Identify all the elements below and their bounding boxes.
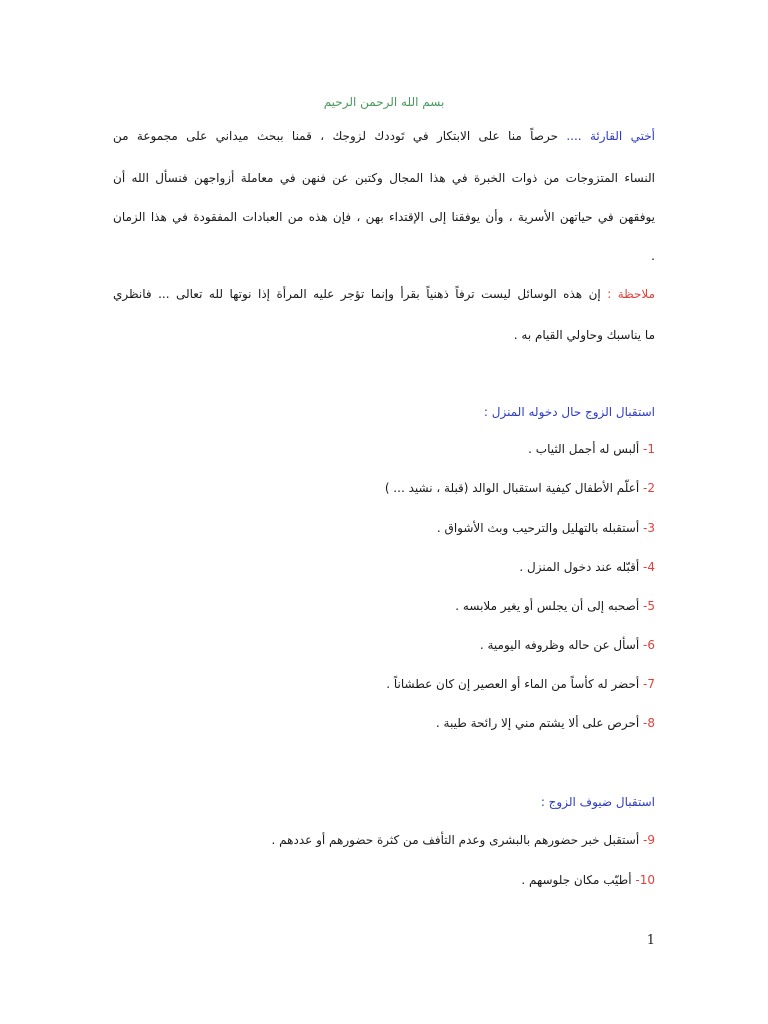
intro-line-1 [113,128,655,144]
list-item-text: ألبس له أجمل الثياب . [528,442,644,456]
list-item-text: أصحبه إلى أن يجلس أو يغير ملابسه . [455,599,644,613]
basmala-heading: بسم الله الرحمن الرحيم [323,95,445,109]
section-heading-guests: استقبال ضيوف الزوج : [540,795,655,809]
intro-lead: أختي القارئة .... [566,129,655,143]
list-item-number: 5- [643,599,655,613]
note-line-1-text: إن هذه الوسائل ليست ترفاً ذهنياً بقرأ وإنما تؤجر عليه المرأة إذا نوتها لله تعالى ... فانظري [113,287,608,301]
list-item-number: 7- [643,677,655,691]
list-item-text: أستقبله بالتهليل والترحيب وبث الأشواق . [436,521,644,535]
list-item-text: أستقبل خبر حضورهم بالبشرى وعدم التأفف من كثرة حضورهم أو عددهم . [271,833,644,847]
list-item-text: أسأل عن حاله وظروفه اليومية . [479,638,644,652]
list-item-number: 10- [635,873,655,887]
intro-line-2: النساء المتزوجات من ذوات الخبرة في هذا المجال وكتبن عن فنهن في معاملة أزواجهن فنسأل الله أن [113,171,655,185]
list-item-number: 9- [643,833,655,847]
list-item [436,715,655,731]
list-item-number: 4- [643,560,655,574]
note-line-1 [113,286,655,302]
page-number: 1 [646,933,655,948]
list-item-number: 8- [643,716,655,730]
intro-line-3: يوفقهن في حياتهن الأسرية ، وأن يوفقنا إلى الإقتداء بهن ، فإن هذه من العبادات المفقودة في هذا الزمان [113,210,655,224]
list-item-number: 3- [643,521,655,535]
list-item [437,520,655,536]
note-label: ملاحظة : [607,287,656,301]
list-item [521,872,655,888]
list-item [519,559,655,575]
intro-line-4: . [651,249,655,263]
list-item [480,637,655,653]
list-item-text: أعلّم الأطفال كيفية استقبال الوالد (قبلة ، نشيد ... ) [384,481,644,495]
list-item [272,832,655,848]
list-item-text: أحرص على ألا يشتم مني إلا رائحة طيبة . [435,716,644,730]
list-item-number: 2- [643,481,655,495]
list-item-number: 1- [643,442,655,456]
list-item-text: أطيّب مكان جلوسهم . [521,873,636,887]
section-heading-arrival: استقبال الزوج حال دخوله المنزل : [483,405,655,419]
intro-line-1-text: حرصاً منا على الابتكار في تَوددك لزوجك ، قمنا ببحث ميداني على مجموعة من [113,129,567,143]
list-item-number: 6- [643,638,655,652]
list-item-text: أحضر له كأساً من الماء أو العصير إن كان عطشاناً . [386,677,644,691]
list-item [455,598,655,614]
list-item [385,480,655,496]
note-line-2: ما يناسبك وحاولي القيام به . [513,328,655,342]
list-item [528,441,655,457]
list-item-text: أقبّله عند دخول المنزل . [519,560,644,574]
list-item [386,676,655,692]
